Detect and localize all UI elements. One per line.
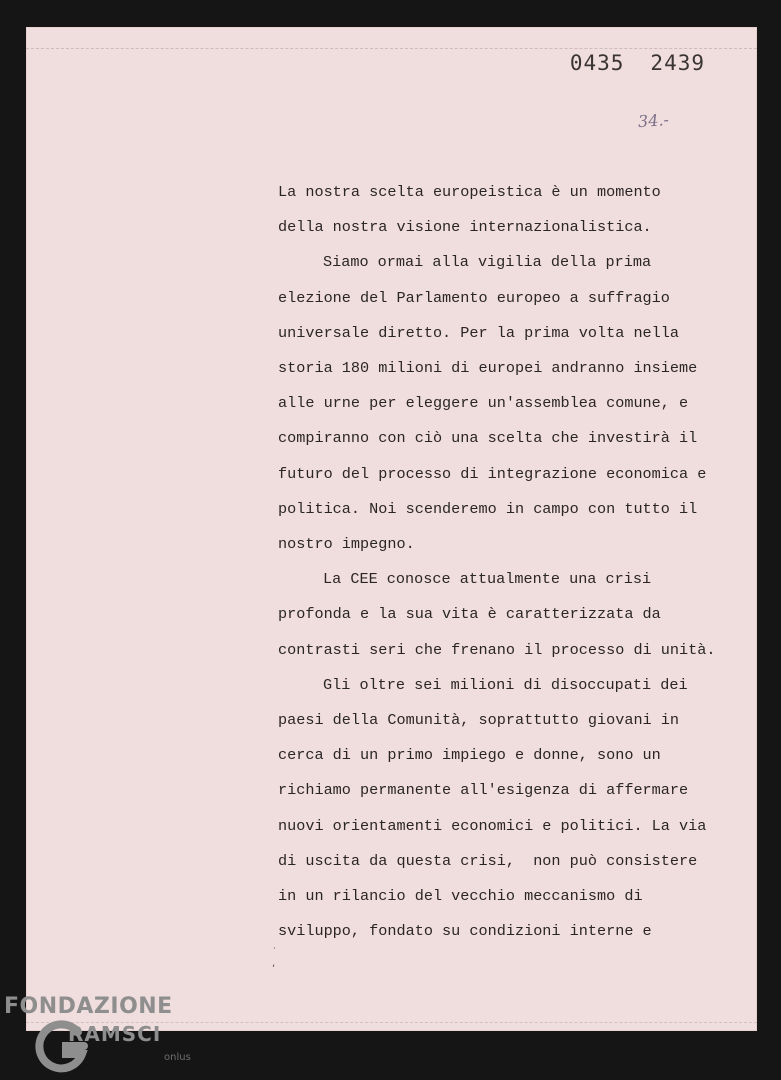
paragraph bbox=[278, 562, 738, 668]
text-line: storia 180 milioni di europei andranno insieme bbox=[278, 359, 698, 378]
text-line: compiranno con ciò una scelta che investirà il bbox=[278, 429, 698, 448]
text-line: futuro del processo di integrazione economica e bbox=[278, 464, 707, 483]
paragraph bbox=[278, 175, 738, 245]
text-line: elezione del Parlamento europeo a suffragio bbox=[278, 288, 670, 307]
fondazione-gramsci-watermark bbox=[4, 994, 204, 1078]
handwritten-page-number: 34.- bbox=[637, 109, 670, 132]
paragraph bbox=[278, 245, 738, 562]
text-line: della nostra visione internazionalistica. bbox=[278, 218, 652, 237]
text-line: Siamo ormai alla vigilia della prima bbox=[323, 253, 652, 272]
watermark-subtitle: onlus bbox=[164, 1052, 191, 1063]
typewritten-body bbox=[278, 175, 738, 949]
text-line: paesi della Comunità, soprattutto giovani in bbox=[278, 711, 680, 730]
watermark-line-1: FONDAZIONE bbox=[4, 994, 173, 1019]
text-line: di uscita da questa crisi, non può consistere bbox=[278, 851, 698, 870]
watermark-line-2: RAMSCI bbox=[68, 1022, 162, 1046]
archive-code-1: 0435 bbox=[569, 51, 625, 75]
text-line: sviluppo, fondato su condizioni interne e bbox=[278, 922, 652, 941]
text-line: alle urne per eleggere un'assemblea comune, e bbox=[278, 394, 689, 413]
ink-speck: ˙ , bbox=[272, 947, 277, 969]
document-page bbox=[26, 27, 757, 1031]
text-line: Gli oltre sei milioni di disoccupati dei bbox=[323, 675, 688, 694]
text-line: La nostra scelta europeistica è un momento bbox=[278, 183, 661, 201]
paragraph bbox=[278, 668, 738, 950]
text-line: universale diretto. Per la prima volta nella bbox=[278, 323, 680, 342]
text-line: nostro impegno. bbox=[278, 535, 415, 554]
text-line: richiamo permanente all'esigenza di affermare bbox=[278, 781, 689, 800]
text-line: contrasti seri che frenano il processo di unità. bbox=[278, 640, 716, 659]
text-line: profonda e la sua vita è caratterizzata da bbox=[278, 605, 661, 624]
text-line: politica. Noi scenderemo in campo con tutto il bbox=[278, 499, 698, 518]
archive-stamp bbox=[570, 51, 705, 75]
text-line: La CEE conosce attualmente una crisi bbox=[323, 570, 652, 589]
top-fold-line bbox=[26, 48, 757, 49]
text-line: nuovi orientamenti economici e politici. La via bbox=[278, 816, 707, 835]
text-line: cerca di un primo impiego e donne, sono un bbox=[278, 746, 661, 765]
archive-code-2: 2439 bbox=[650, 51, 705, 75]
text-line: in un rilancio del vecchio meccanismo di bbox=[278, 887, 643, 906]
